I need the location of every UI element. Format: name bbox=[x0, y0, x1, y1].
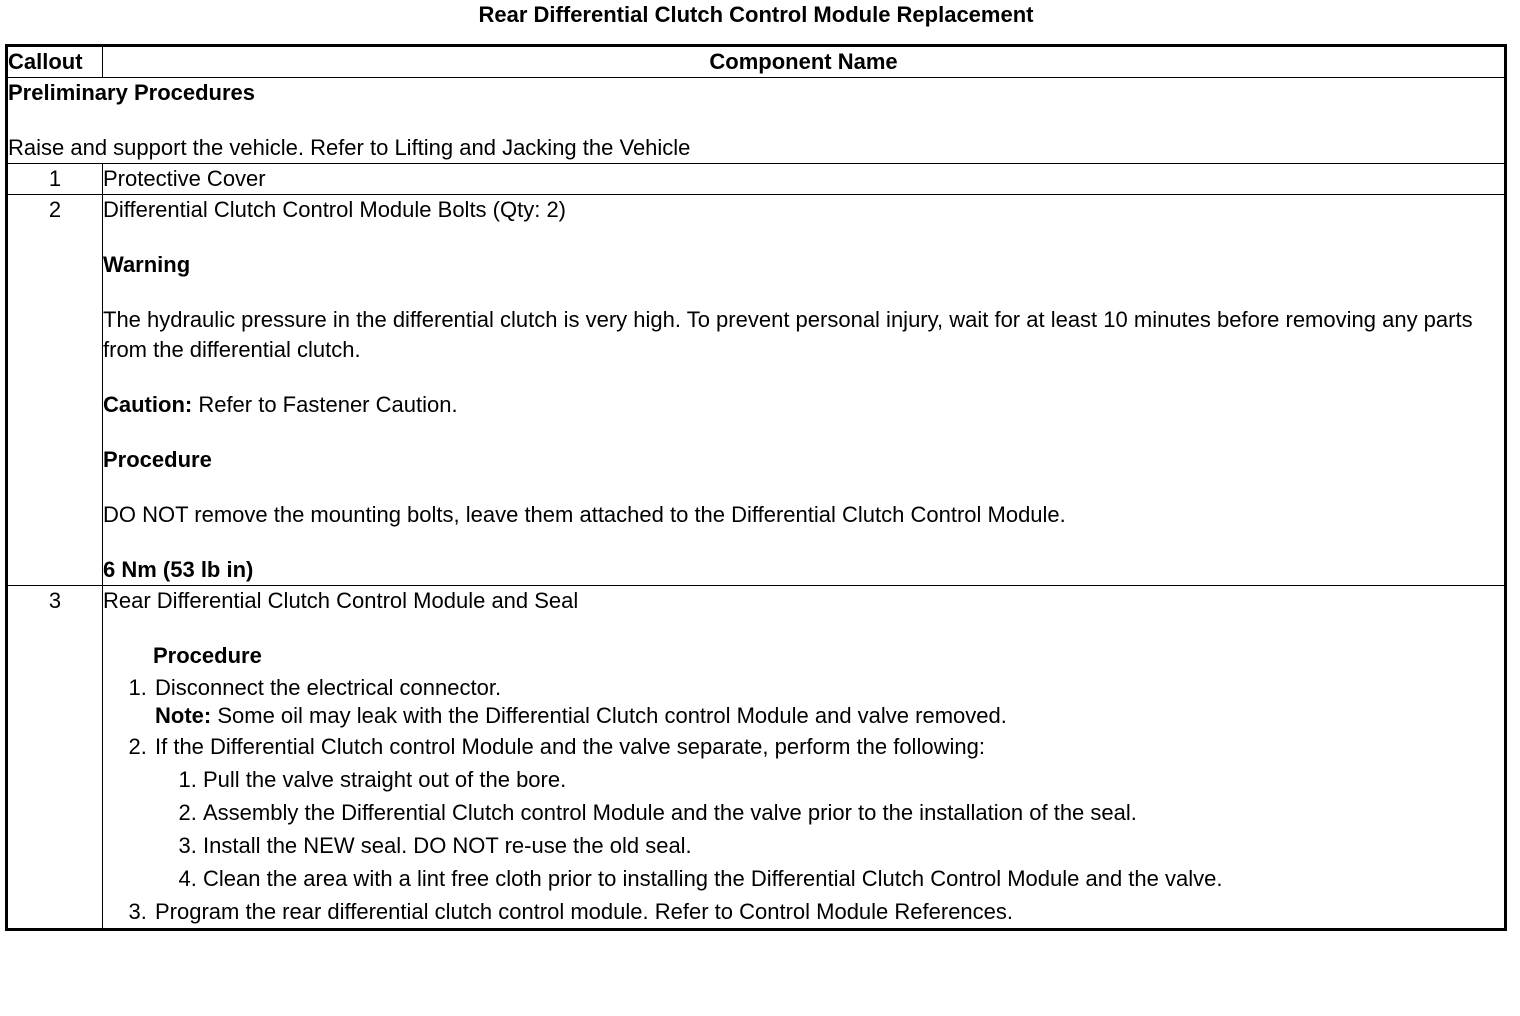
procedure-substep: 2. Assembly the Differential Clutch control Module and the valve prior to the installation of the seal. bbox=[203, 796, 1504, 829]
procedure-substep: 1. Pull the valve straight out of the bore. bbox=[203, 763, 1504, 796]
procedure-step bbox=[153, 671, 1504, 730]
callout-number: 2 bbox=[7, 195, 103, 586]
component-name: Rear Differential Clutch Control Module and Seal bbox=[103, 588, 579, 613]
procedure-substep: 3. Install the NEW seal. DO NOT re-use the old seal. bbox=[203, 829, 1504, 862]
note-text: Some oil may leak with the Differential Clutch control Module and valve removed. bbox=[211, 703, 1007, 728]
table-row bbox=[7, 164, 1506, 195]
procedure-step bbox=[153, 730, 1504, 895]
step-note bbox=[155, 702, 1504, 730]
preliminary-text: Raise and support the vehicle. Refer to Lifting and Jacking the Vehicle bbox=[8, 135, 691, 160]
table-row bbox=[7, 586, 1506, 930]
procedure-steps bbox=[103, 671, 1504, 928]
header-callout: Callout bbox=[7, 46, 103, 78]
caution-label: Caution: bbox=[103, 392, 193, 417]
table-row bbox=[7, 195, 1506, 586]
procedure-step: 3. Program the rear differential clutch control module. Refer to Control Module References. bbox=[153, 895, 1504, 928]
procedure-substep: 4. Clean the area with a lint free cloth prior to installing the Differential Clutch Control Module and the valve. bbox=[203, 862, 1504, 895]
caution-line bbox=[103, 390, 1504, 420]
caution-text: Refer to Fastener Caution. bbox=[192, 392, 458, 417]
procedure-table bbox=[5, 44, 1507, 931]
preliminary-row bbox=[7, 78, 1506, 164]
procedure-heading: Procedure bbox=[153, 643, 262, 668]
table-header-row bbox=[7, 46, 1506, 78]
preliminary-heading: Preliminary Procedures bbox=[8, 80, 256, 105]
procedure-substeps bbox=[155, 763, 1504, 895]
component-name: Protective Cover bbox=[103, 164, 1506, 195]
component-name: Differential Clutch Control Module Bolts (Qty: 2) bbox=[103, 197, 566, 222]
component-detail-cell bbox=[103, 195, 1506, 586]
torque-spec: 6 Nm (53 lb in) bbox=[103, 557, 254, 582]
warning-text: The hydraulic pressure in the differential clutch is very high. To prevent personal injury, wait for at least 10 minutes before removing any parts from the differential clutch. bbox=[103, 307, 1473, 362]
preliminary-cell bbox=[7, 78, 1506, 164]
procedure-text: DO NOT remove the mounting bolts, leave them attached to the Differential Clutch Control Module. bbox=[103, 502, 1066, 527]
callout-number: 3 bbox=[7, 586, 103, 930]
header-component-name: Component Name bbox=[103, 46, 1506, 78]
document-title: Rear Differential Clutch Control Module Replacement bbox=[478, 2, 1034, 27]
callout-number: 1 bbox=[7, 164, 103, 195]
step-text: 2. If the Differential Clutch control Module and the valve separate, perform the following: bbox=[155, 734, 985, 759]
note-label: Note: bbox=[155, 703, 212, 728]
step-text: 1. Disconnect the electrical connector. bbox=[155, 675, 502, 700]
warning-heading: Warning bbox=[103, 252, 191, 277]
component-detail-cell bbox=[103, 586, 1506, 930]
procedure-heading: Procedure bbox=[103, 447, 212, 472]
